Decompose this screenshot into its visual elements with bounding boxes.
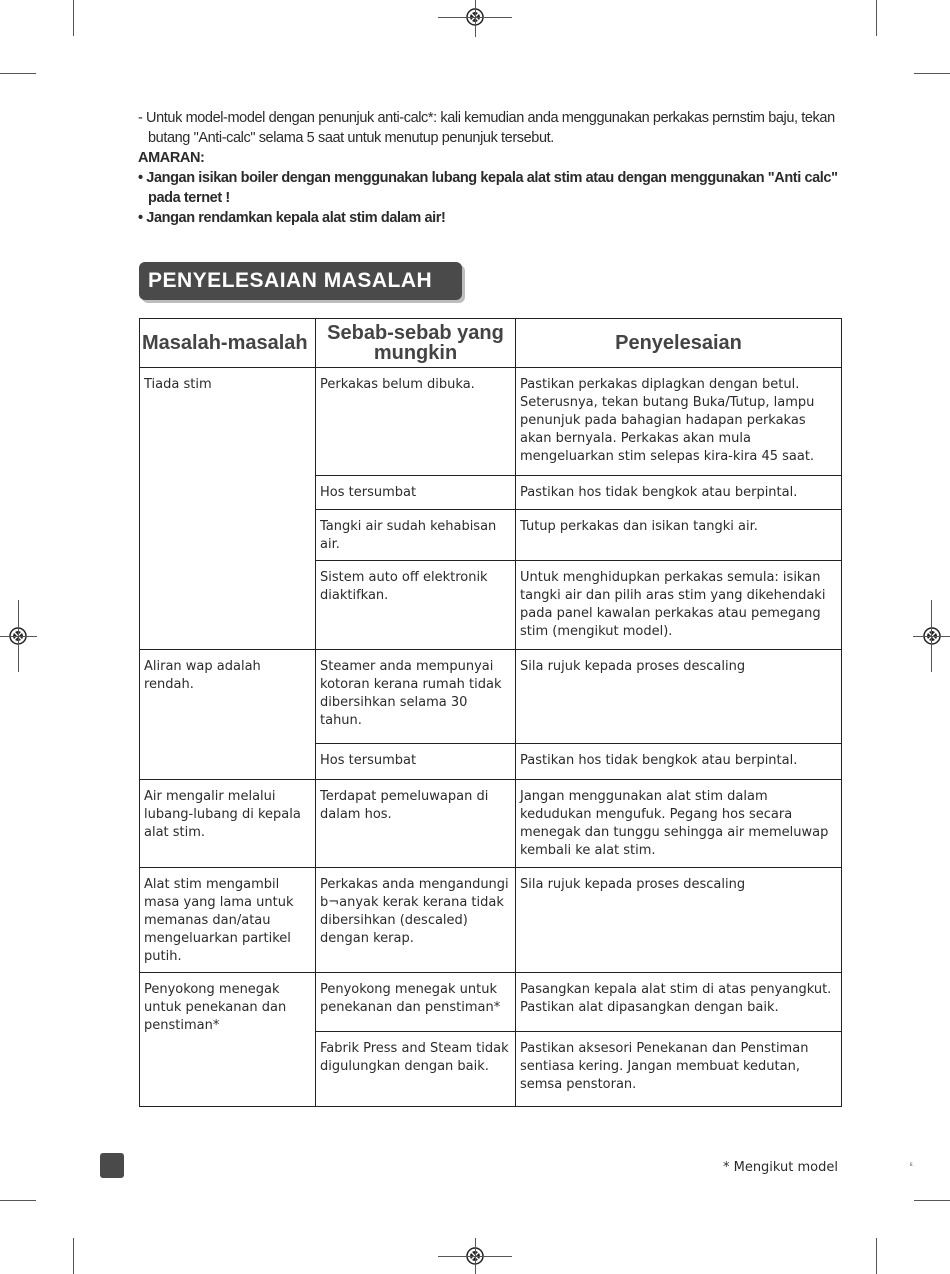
column-header-problem: Masalah-masalah xyxy=(140,319,316,368)
registration-line xyxy=(475,0,476,37)
solution-cell: Sila rujuk kepada proses descaling xyxy=(516,650,842,744)
column-header-cause: Sebab-sebab yang mungkin xyxy=(316,319,516,368)
cause-cell: Terdapat pemeluwapan di dalam hos. xyxy=(316,780,516,868)
cause-cell: Hos tersumbat xyxy=(316,744,516,780)
crop-mark xyxy=(876,0,877,36)
solution-cell: Pastikan aksesori Penekanan dan Penstiman sentiasa kering. Jangan membuat kedutan, semsa penstoran. xyxy=(516,1032,842,1107)
crop-mark xyxy=(0,73,36,74)
problem-cell: Alat stim mengambil masa yang lama untuk memanas dan/atau mengeluarkan partikel putih. xyxy=(140,868,316,973)
cause-cell: Sistem auto off elektronik diaktifkan. xyxy=(316,561,516,650)
troubleshooting-table xyxy=(139,318,842,1107)
table-header-row xyxy=(140,319,842,368)
registration-line xyxy=(18,600,19,672)
cause-cell: Hos tersumbat xyxy=(316,476,516,510)
cause-cell: Perkakas belum dibuka. xyxy=(316,368,516,476)
table-row xyxy=(140,368,842,476)
cause-cell: Penyokong menegak untuk penekanan dan penstiman* xyxy=(316,973,516,1032)
crop-mark xyxy=(0,1200,36,1201)
warning-label: AMARAN: xyxy=(138,150,205,166)
footnote: * Mengikut model xyxy=(722,1160,838,1175)
crop-mark xyxy=(914,1200,950,1201)
solution-cell: Untuk menghidupkan perkakas semula: isikan tangki air dan pilih aras stim yang dikehendaki pada panel kawalan perkakas atau pemegang stim (mengikut model). xyxy=(516,561,842,650)
problem-cell: Aliran wap adalah rendah. xyxy=(140,650,316,780)
solution-cell: Pastikan perkakas diplagkan dengan betul. Seterusnya, tekan butang Buka/Tutup, lampu penunjuk pada bahagian hadapan perkakas akan bernyala. Perkakas akan mula mengeluarkan stim selepas kira-kira 45 saat. xyxy=(516,368,842,476)
solution-cell: Pastikan hos tidak bengkok atau berpintal. xyxy=(516,744,842,780)
registration-line xyxy=(931,600,932,672)
registration-line xyxy=(475,1238,476,1274)
solution-cell: Jangan menggunakan alat stim dalam kedudukan mengufuk. Pegang hos secara menegak dan tunggu sehingga air memeluwap kembali ke alat stim. xyxy=(516,780,842,868)
solution-cell: Pasangkan kepala alat stim di atas penyangkut. Pastikan alat dipasangkan dengan baik. xyxy=(516,973,842,1032)
problem-cell: Penyokong menegak untuk penekanan dan penstiman* xyxy=(140,973,316,1107)
cause-cell: Steamer anda mempunyai kotoran kerana rumah tidak dibersihkan selama 30 tahun. xyxy=(316,650,516,744)
crop-mark xyxy=(914,73,950,74)
cause-cell: Perkakas anda mengandungi b¬anyak kerak kerana tidak dibersihkan (descaled) dengan kerap. xyxy=(316,868,516,973)
crop-mark xyxy=(73,0,74,36)
table-row xyxy=(140,780,842,868)
table-row xyxy=(140,650,842,744)
section-title: PENYELESAIAN MASALAH xyxy=(139,262,462,300)
crop-mark xyxy=(876,1238,877,1274)
problem-cell: Tiada stim xyxy=(140,368,316,650)
crop-mark xyxy=(73,1238,74,1274)
problem-cell: Air mengalir melalui lubang-lubang di kepala alat stim. xyxy=(140,780,316,868)
cause-cell: Fabrik Press and Steam tidak digulungkan dengan baik. xyxy=(316,1032,516,1107)
table-row xyxy=(140,973,842,1032)
column-header-solution: Penyelesaian xyxy=(516,319,842,368)
corner-mark: ε xyxy=(910,1162,913,1168)
page-number-tab xyxy=(100,1153,124,1178)
solution-cell: Pastikan hos tidak bengkok atau berpintal. xyxy=(516,476,842,510)
anti-calc-note: - Untuk model-model dengan penunjuk anti-calc*: kali kemudian anda menggunakan perkakas pernstim baju, tekan butang "Anti-calc" selama 5 saat untuk menutup penunjuk tersebut. xyxy=(138,110,835,146)
solution-cell: Sila rujuk kepada proses descaling xyxy=(516,868,842,973)
warning-item: • Jangan rendamkan kepala alat stim dalam air! xyxy=(138,210,446,226)
table-row xyxy=(140,868,842,973)
cause-cell: Tangki air sudah kehabisan air. xyxy=(316,510,516,561)
solution-cell: Tutup perkakas dan isikan tangki air. xyxy=(516,510,842,561)
intro-notes xyxy=(138,108,848,228)
warning-item: • Jangan isikan boiler dengan menggunakan lubang kepala alat stim atau dengan menggunakan "Anti calc" pada ternet ! xyxy=(138,170,838,206)
